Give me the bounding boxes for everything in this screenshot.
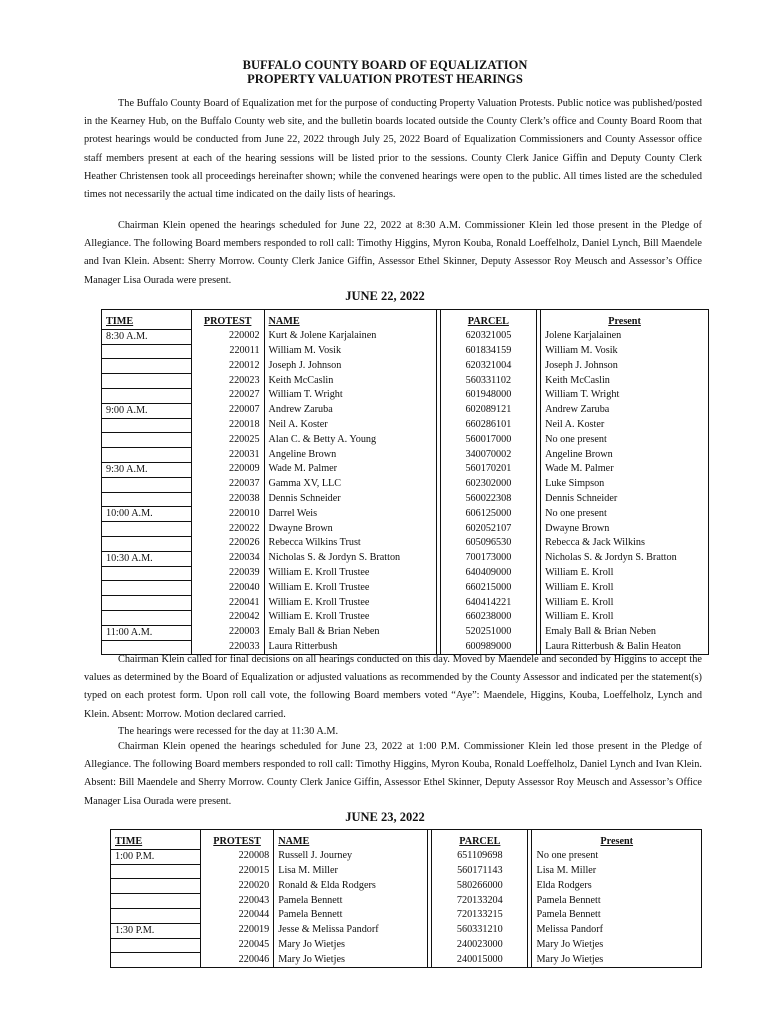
cell-name: William E. Kroll Trustee bbox=[264, 610, 436, 625]
table-header-row bbox=[102, 310, 709, 330]
cell-time bbox=[102, 359, 192, 374]
table-row bbox=[102, 596, 709, 611]
cell-present: Dwayne Brown bbox=[541, 522, 709, 537]
cell-parcel: 620321004 bbox=[440, 359, 536, 374]
cell-name: Nicholas S. & Jordyn S. Bratton bbox=[264, 551, 436, 566]
column-header-present: Present bbox=[532, 830, 702, 850]
cell-protest: 220019 bbox=[200, 923, 273, 938]
cell-parcel: 700173000 bbox=[440, 551, 536, 566]
cell-name: Darrel Weis bbox=[264, 507, 436, 522]
cell-parcel: 602052107 bbox=[440, 522, 536, 537]
cell-time bbox=[111, 894, 201, 909]
table-row bbox=[102, 610, 709, 625]
cell-parcel: 620321005 bbox=[440, 329, 536, 344]
cell-name: Alan C. & Betty A. Young bbox=[264, 433, 436, 448]
cell-time: 11:00 A.M. bbox=[102, 625, 192, 640]
cell-time bbox=[111, 953, 201, 968]
cell-protest: 220020 bbox=[200, 879, 273, 894]
cell-name: Joseph J. Johnson bbox=[264, 359, 436, 374]
cell-parcel: 602089121 bbox=[440, 403, 536, 418]
cell-time: 1:00 P.M. bbox=[111, 849, 201, 864]
hearing-table-june23 bbox=[110, 829, 702, 968]
opening-paragraph-june23 bbox=[84, 738, 702, 811]
cell-protest: 220018 bbox=[191, 418, 264, 433]
cell-name: Dennis Schneider bbox=[264, 492, 436, 507]
table-row bbox=[102, 433, 709, 448]
intro-paragraph bbox=[84, 95, 702, 204]
table-row bbox=[111, 953, 702, 968]
decision-paragraph-june22 bbox=[84, 651, 702, 724]
table-row bbox=[102, 477, 709, 492]
cell-time bbox=[102, 344, 192, 359]
cell-protest: 220009 bbox=[191, 462, 264, 477]
cell-name: Andrew Zaruba bbox=[264, 403, 436, 418]
cell-name: Angeline Brown bbox=[264, 448, 436, 463]
column-header-parcel: PARCEL bbox=[440, 310, 536, 330]
cell-present: Keith McCaslin bbox=[541, 374, 709, 389]
table-row bbox=[102, 522, 709, 537]
cell-time bbox=[102, 477, 192, 492]
cell-present: Joseph J. Johnson bbox=[541, 359, 709, 374]
table-header-row bbox=[111, 830, 702, 850]
table-row bbox=[102, 536, 709, 551]
cell-name: Lisa M. Miller bbox=[274, 864, 428, 879]
document-subtitle: PROPERTY VALUATION PROTEST HEARINGS bbox=[247, 72, 523, 86]
table-row bbox=[102, 492, 709, 507]
cell-time bbox=[102, 581, 192, 596]
cell-parcel: 600989000 bbox=[440, 640, 536, 655]
cell-parcel: 720133215 bbox=[432, 908, 528, 923]
cell-time: 9:00 A.M. bbox=[102, 403, 192, 418]
cell-present: William T. Wright bbox=[541, 388, 709, 403]
cell-name: Dwayne Brown bbox=[264, 522, 436, 537]
cell-present: Pamela Bennett bbox=[532, 894, 702, 909]
cell-protest: 220034 bbox=[191, 551, 264, 566]
cell-name: Laura Ritterbush bbox=[264, 640, 436, 655]
cell-present: Pamela Bennett bbox=[532, 908, 702, 923]
table-row bbox=[111, 908, 702, 923]
cell-time bbox=[102, 433, 192, 448]
cell-protest: 220026 bbox=[191, 536, 264, 551]
cell-protest: 220012 bbox=[191, 359, 264, 374]
table-row bbox=[111, 864, 702, 879]
cell-name: William T. Wright bbox=[264, 388, 436, 403]
cell-name: Kurt & Jolene Karjalainen bbox=[264, 329, 436, 344]
cell-present: William E. Kroll bbox=[541, 596, 709, 611]
cell-parcel: 520251000 bbox=[440, 625, 536, 640]
cell-protest: 220043 bbox=[200, 894, 273, 909]
column-header-protest: PROTEST bbox=[191, 310, 264, 330]
cell-parcel: 560022308 bbox=[440, 492, 536, 507]
cell-protest: 220015 bbox=[200, 864, 273, 879]
cell-protest: 220007 bbox=[191, 403, 264, 418]
cell-parcel: 660238000 bbox=[440, 610, 536, 625]
cell-time: 10:30 A.M. bbox=[102, 551, 192, 566]
table-body bbox=[111, 849, 702, 967]
table-row bbox=[111, 923, 702, 938]
cell-present: Dennis Schneider bbox=[541, 492, 709, 507]
table-row bbox=[102, 418, 709, 433]
table-row bbox=[102, 344, 709, 359]
cell-parcel: 601948000 bbox=[440, 388, 536, 403]
cell-time bbox=[102, 610, 192, 625]
cell-protest: 220039 bbox=[191, 566, 264, 581]
cell-time: 10:00 A.M. bbox=[102, 507, 192, 522]
cell-name: William M. Vosik bbox=[264, 344, 436, 359]
cell-name: Pamela Bennett bbox=[274, 908, 428, 923]
cell-present: William E. Kroll bbox=[541, 566, 709, 581]
cell-parcel: 606125000 bbox=[440, 507, 536, 522]
table-row bbox=[102, 581, 709, 596]
cell-present: Emaly Ball & Brian Neben bbox=[541, 625, 709, 640]
cell-present: William E. Kroll bbox=[541, 610, 709, 625]
cell-name: Rebecca Wilkins Trust bbox=[264, 536, 436, 551]
cell-present: No one present bbox=[541, 433, 709, 448]
cell-name: William E. Kroll Trustee bbox=[264, 566, 436, 581]
cell-time bbox=[111, 908, 201, 923]
cell-present: No one present bbox=[541, 507, 709, 522]
cell-protest: 220002 bbox=[191, 329, 264, 344]
cell-protest: 220003 bbox=[191, 625, 264, 640]
table-row bbox=[102, 507, 709, 522]
cell-time bbox=[102, 566, 192, 581]
cell-time bbox=[102, 418, 192, 433]
cell-name: William E. Kroll Trustee bbox=[264, 596, 436, 611]
cell-parcel: 560171143 bbox=[432, 864, 528, 879]
cell-name: Jesse & Melissa Pandorf bbox=[274, 923, 428, 938]
table-row bbox=[102, 403, 709, 418]
table-row bbox=[102, 374, 709, 389]
table-body bbox=[102, 329, 709, 655]
cell-protest: 220008 bbox=[200, 849, 273, 864]
cell-protest: 220045 bbox=[200, 938, 273, 953]
cell-protest: 220044 bbox=[200, 908, 273, 923]
cell-present: No one present bbox=[532, 849, 702, 864]
cell-present: Mary Jo Wietjes bbox=[532, 953, 702, 968]
cell-parcel: 560017000 bbox=[440, 433, 536, 448]
cell-parcel: 651109698 bbox=[432, 849, 528, 864]
cell-name: Pamela Bennett bbox=[274, 894, 428, 909]
table-row bbox=[102, 359, 709, 374]
cell-protest: 220025 bbox=[191, 433, 264, 448]
cell-name: William E. Kroll Trustee bbox=[264, 581, 436, 596]
document-title: BUFFALO COUNTY BOARD OF EQUALIZATION bbox=[242, 58, 528, 72]
cell-present: Nicholas S. & Jordyn S. Bratton bbox=[541, 551, 709, 566]
table-row bbox=[102, 551, 709, 566]
cell-time bbox=[111, 938, 201, 953]
cell-present: Wade M. Palmer bbox=[541, 462, 709, 477]
cell-protest: 220041 bbox=[191, 596, 264, 611]
cell-present: Jolene Karjalainen bbox=[541, 329, 709, 344]
cell-protest: 220031 bbox=[191, 448, 264, 463]
cell-present: Elda Rodgers bbox=[532, 879, 702, 894]
cell-present: Neil A. Koster bbox=[541, 418, 709, 433]
intro-paragraph-text: The Buffalo County Board of Equalization met for the purpose of conducting Property Valuation Protests. Public notice was published/posted in the Kearney Hub, on the Buffalo County web site, and the bulletin boards located outside the County Clerk’s office and County Board Room that protest hearings would be conducted from June 22, 2022 through July 25, 2022 Board of Equalization Commissioners and County Assessor office staff members present at each of the hearing sessions will be listed prior to the sessions. County Clerk Janice Giffin and Deputy County Clerk Heather Christensen took all proceedings hereinafter shown; while the convened hearings were open to the public. All times listed are the scheduled times not necessarily the actual time indicated on the daily lists of hearings. bbox=[84, 98, 702, 201]
cell-present: Angeline Brown bbox=[541, 448, 709, 463]
cell-protest: 220011 bbox=[191, 344, 264, 359]
column-header-protest: PROTEST bbox=[200, 830, 273, 850]
table-row bbox=[102, 566, 709, 581]
section-heading-june22: JUNE 22, 2022 bbox=[345, 289, 425, 303]
table-row bbox=[102, 462, 709, 477]
opening-paragraph-june23-text: Chairman Klein opened the hearings scheduled for June 23, 2022 at 1:00 P.M. Commissioner Klein led those present in the Pledge of Allegiance. The following Board members responded to roll call: Timothy Higgins, Myron Kouba, Ronald Loeffelholz, Daniel Lynch and Ivan Klein. Absent: Bill Maendele and Sherry Morrow. County Clerk Janice Giffin, Assessor Ethel Skinner, Deputy Assessor Roy Meusch and Assessor’s Office Manager Lisa Ourada were present. bbox=[84, 741, 702, 807]
cell-time: 8:30 A.M. bbox=[102, 329, 192, 344]
column-header-name: NAME bbox=[264, 310, 436, 330]
cell-present: Laura Ritterbush & Balin Heaton bbox=[541, 640, 709, 655]
cell-present: William E. Kroll bbox=[541, 581, 709, 596]
decision-paragraph-text: Chairman Klein called for final decisions on all hearings conducted on this day. Moved by Maendele and seconded by Higgins to accept the values as determined by the Board of Equalization or adjusted valuations as recommended by the County Assessor and indicated per the statement(s) typed on each protest form. Upon roll call vote, the following Board members voted “Aye”: Maendele, Higgins, Kouba, Loeffelholz, Lynch and Klein. Absent: Morrow. Motion declared carried. bbox=[84, 654, 702, 720]
cell-parcel: 640409000 bbox=[440, 566, 536, 581]
hearing-table-june22 bbox=[101, 309, 709, 655]
section-heading-june23: JUNE 23, 2022 bbox=[345, 810, 425, 824]
column-header-name: NAME bbox=[274, 830, 428, 850]
cell-present: Melissa Pandorf bbox=[532, 923, 702, 938]
cell-protest: 220040 bbox=[191, 581, 264, 596]
cell-parcel: 660286101 bbox=[440, 418, 536, 433]
table-row bbox=[111, 894, 702, 909]
cell-name: Mary Jo Wietjes bbox=[274, 953, 428, 968]
cell-parcel: 720133204 bbox=[432, 894, 528, 909]
cell-time bbox=[111, 864, 201, 879]
table-row bbox=[102, 448, 709, 463]
cell-time bbox=[102, 536, 192, 551]
cell-protest: 220010 bbox=[191, 507, 264, 522]
table-row bbox=[102, 388, 709, 403]
cell-protest: 220033 bbox=[191, 640, 264, 655]
cell-parcel: 605096530 bbox=[440, 536, 536, 551]
cell-time bbox=[102, 596, 192, 611]
cell-protest: 220022 bbox=[191, 522, 264, 537]
cell-parcel: 560331102 bbox=[440, 374, 536, 389]
cell-present: Rebecca & Jack Wilkins bbox=[541, 536, 709, 551]
column-header-time: TIME bbox=[102, 310, 192, 330]
cell-name: Mary Jo Wietjes bbox=[274, 938, 428, 953]
cell-name: Neil A. Koster bbox=[264, 418, 436, 433]
cell-time bbox=[111, 879, 201, 894]
opening-paragraph-text: Chairman Klein opened the hearings scheduled for June 22, 2022 at 8:30 A.M. Commissioner Klein led those present in the Pledge of Allegiance. The following Board members responded to roll call: Timothy Higgins, Myron Kouba, Ronald Loeffelholz, Daniel Lynch, Bill Maendele and Ivan Klein. Absent: Sherry Morrow. County Clerk Janice Giffin, Assessor Ethel Skinner, Deputy Assessor Roy Meusch and Assessor’s Office Manager Lisa Ourada were present. bbox=[84, 220, 702, 286]
cell-present: Mary Jo Wietjes bbox=[532, 938, 702, 953]
table-row bbox=[111, 938, 702, 953]
cell-time bbox=[102, 388, 192, 403]
cell-parcel: 640414221 bbox=[440, 596, 536, 611]
cell-name: Wade M. Palmer bbox=[264, 462, 436, 477]
cell-protest: 220042 bbox=[191, 610, 264, 625]
cell-parcel: 580266000 bbox=[432, 879, 528, 894]
cell-time bbox=[102, 492, 192, 507]
cell-parcel: 601834159 bbox=[440, 344, 536, 359]
cell-parcel: 240023000 bbox=[432, 938, 528, 953]
cell-time bbox=[102, 374, 192, 389]
cell-present: Andrew Zaruba bbox=[541, 403, 709, 418]
table-row bbox=[102, 329, 709, 344]
cell-protest: 220046 bbox=[200, 953, 273, 968]
cell-name: Keith McCaslin bbox=[264, 374, 436, 389]
cell-time bbox=[102, 448, 192, 463]
cell-parcel: 560170201 bbox=[440, 462, 536, 477]
cell-parcel: 602302000 bbox=[440, 477, 536, 492]
table-row bbox=[102, 625, 709, 640]
table-row bbox=[111, 879, 702, 894]
cell-protest: 220023 bbox=[191, 374, 264, 389]
cell-name: Gamma XV, LLC bbox=[264, 477, 436, 492]
column-header-present: Present bbox=[541, 310, 709, 330]
cell-present: Luke Simpson bbox=[541, 477, 709, 492]
cell-parcel: 660215000 bbox=[440, 581, 536, 596]
cell-name: Emaly Ball & Brian Neben bbox=[264, 625, 436, 640]
column-header-parcel: PARCEL bbox=[432, 830, 528, 850]
cell-present: William M. Vosik bbox=[541, 344, 709, 359]
table-row bbox=[111, 849, 702, 864]
cell-parcel: 240015000 bbox=[432, 953, 528, 968]
cell-time: 9:30 A.M. bbox=[102, 462, 192, 477]
cell-protest: 220038 bbox=[191, 492, 264, 507]
cell-time bbox=[102, 522, 192, 537]
cell-present: Lisa M. Miller bbox=[532, 864, 702, 879]
cell-name: Russell J. Journey bbox=[274, 849, 428, 864]
cell-time: 1:30 P.M. bbox=[111, 923, 201, 938]
cell-protest: 220037 bbox=[191, 477, 264, 492]
cell-protest: 220027 bbox=[191, 388, 264, 403]
cell-parcel: 340070002 bbox=[440, 448, 536, 463]
cell-name: Ronald & Elda Rodgers bbox=[274, 879, 428, 894]
column-header-time: TIME bbox=[111, 830, 201, 850]
recess-paragraph-text: The hearings were recessed for the day at 11:30 A.M. bbox=[118, 726, 339, 737]
opening-paragraph-june22 bbox=[84, 217, 702, 290]
cell-parcel: 560331210 bbox=[432, 923, 528, 938]
